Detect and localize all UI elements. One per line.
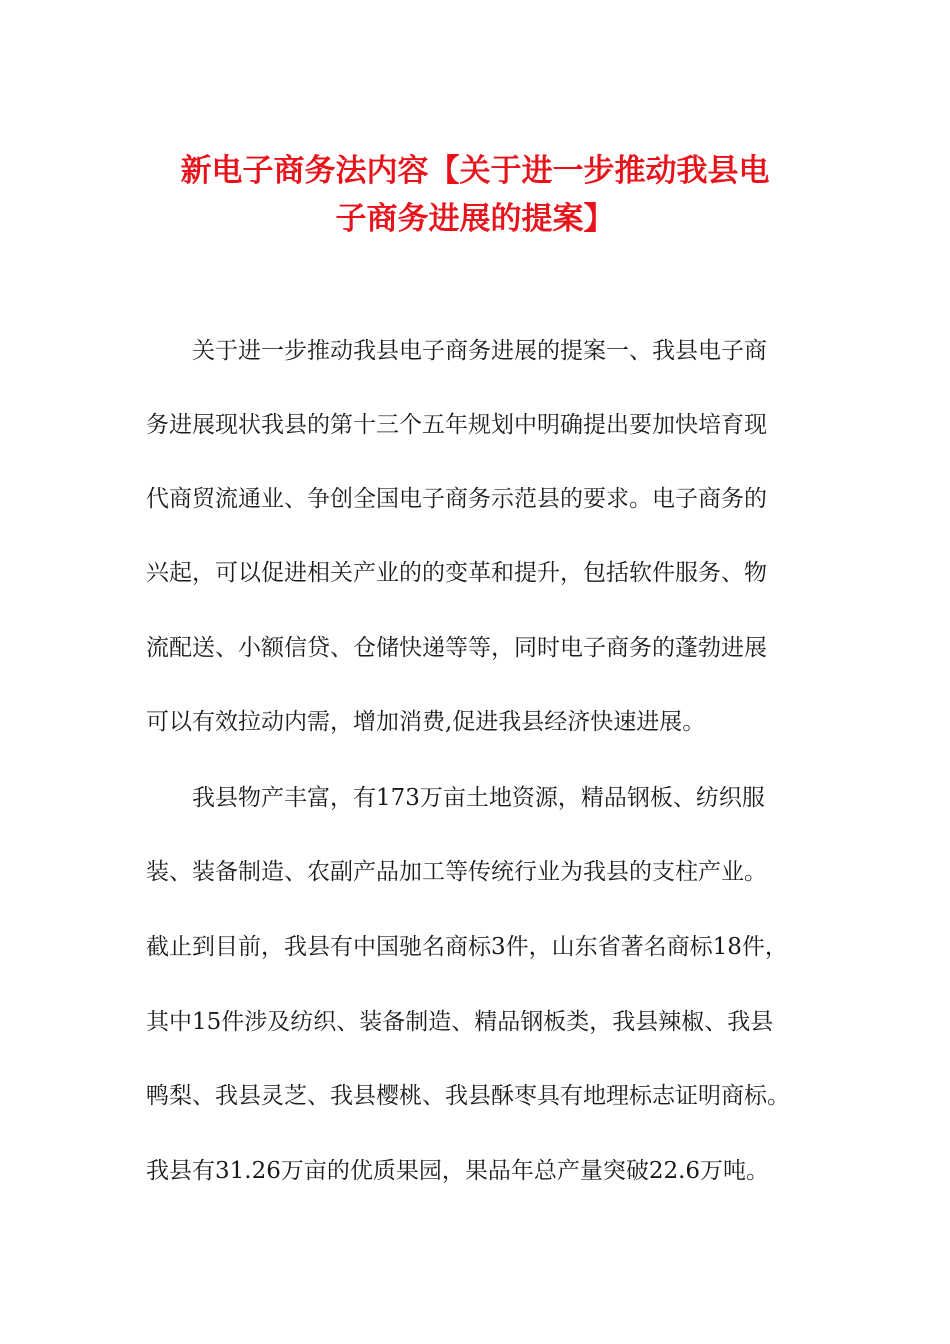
document-title-line-1: 新电子商务法内容【关于进一步推动我县电 [180,153,770,189]
paragraph-line: 关于进一步推动我县电子商务进展的提案一、我县电子商 [192,338,767,364]
paragraph-line: 鸭梨、我县灵芝、我县樱桃、我县酥枣具有地理标志证明商标。 [146,1083,790,1109]
paragraph-line: 我县有31.26万亩的优质果园，果品年总产量突破22.6万吨。 [146,1158,770,1184]
paragraph-line: 兴起，可以促进相关产业的的变革和提升，包括软件服务、物 [146,560,767,586]
paragraph-line: 流配送、小额信贷、仓储快递等等，同时电子商务的蓬勃进展 [146,635,767,661]
document-title-line-2: 子商务进展的提案】 [335,201,615,237]
paragraph-line: 装、装备制造、农副产品加工等传统行业为我县的支柱产业。 [146,859,767,885]
paragraph-line: 可以有效拉动内需，增加消费,促进我县经济快速进展。 [146,709,706,735]
paragraph-line: 务进展现状我县的第十三个五年规划中明确提出要加快培育现 [146,412,767,438]
paragraph-line: 代商贸流通业、争创全国电子商务示范县的要求。电子商务的 [146,486,767,512]
paragraph-line: 我县物产丰富，有173万亩土地资源，精品钢板、纺织服 [192,785,765,811]
paragraph-line: 其中15件涉及纺织、装备制造、精品钢板类，我县辣椒、我县 [146,1009,774,1035]
paragraph-line: 截止到目前，我县有中国驰名商标3件，山东省著名商标18件， [146,934,788,960]
